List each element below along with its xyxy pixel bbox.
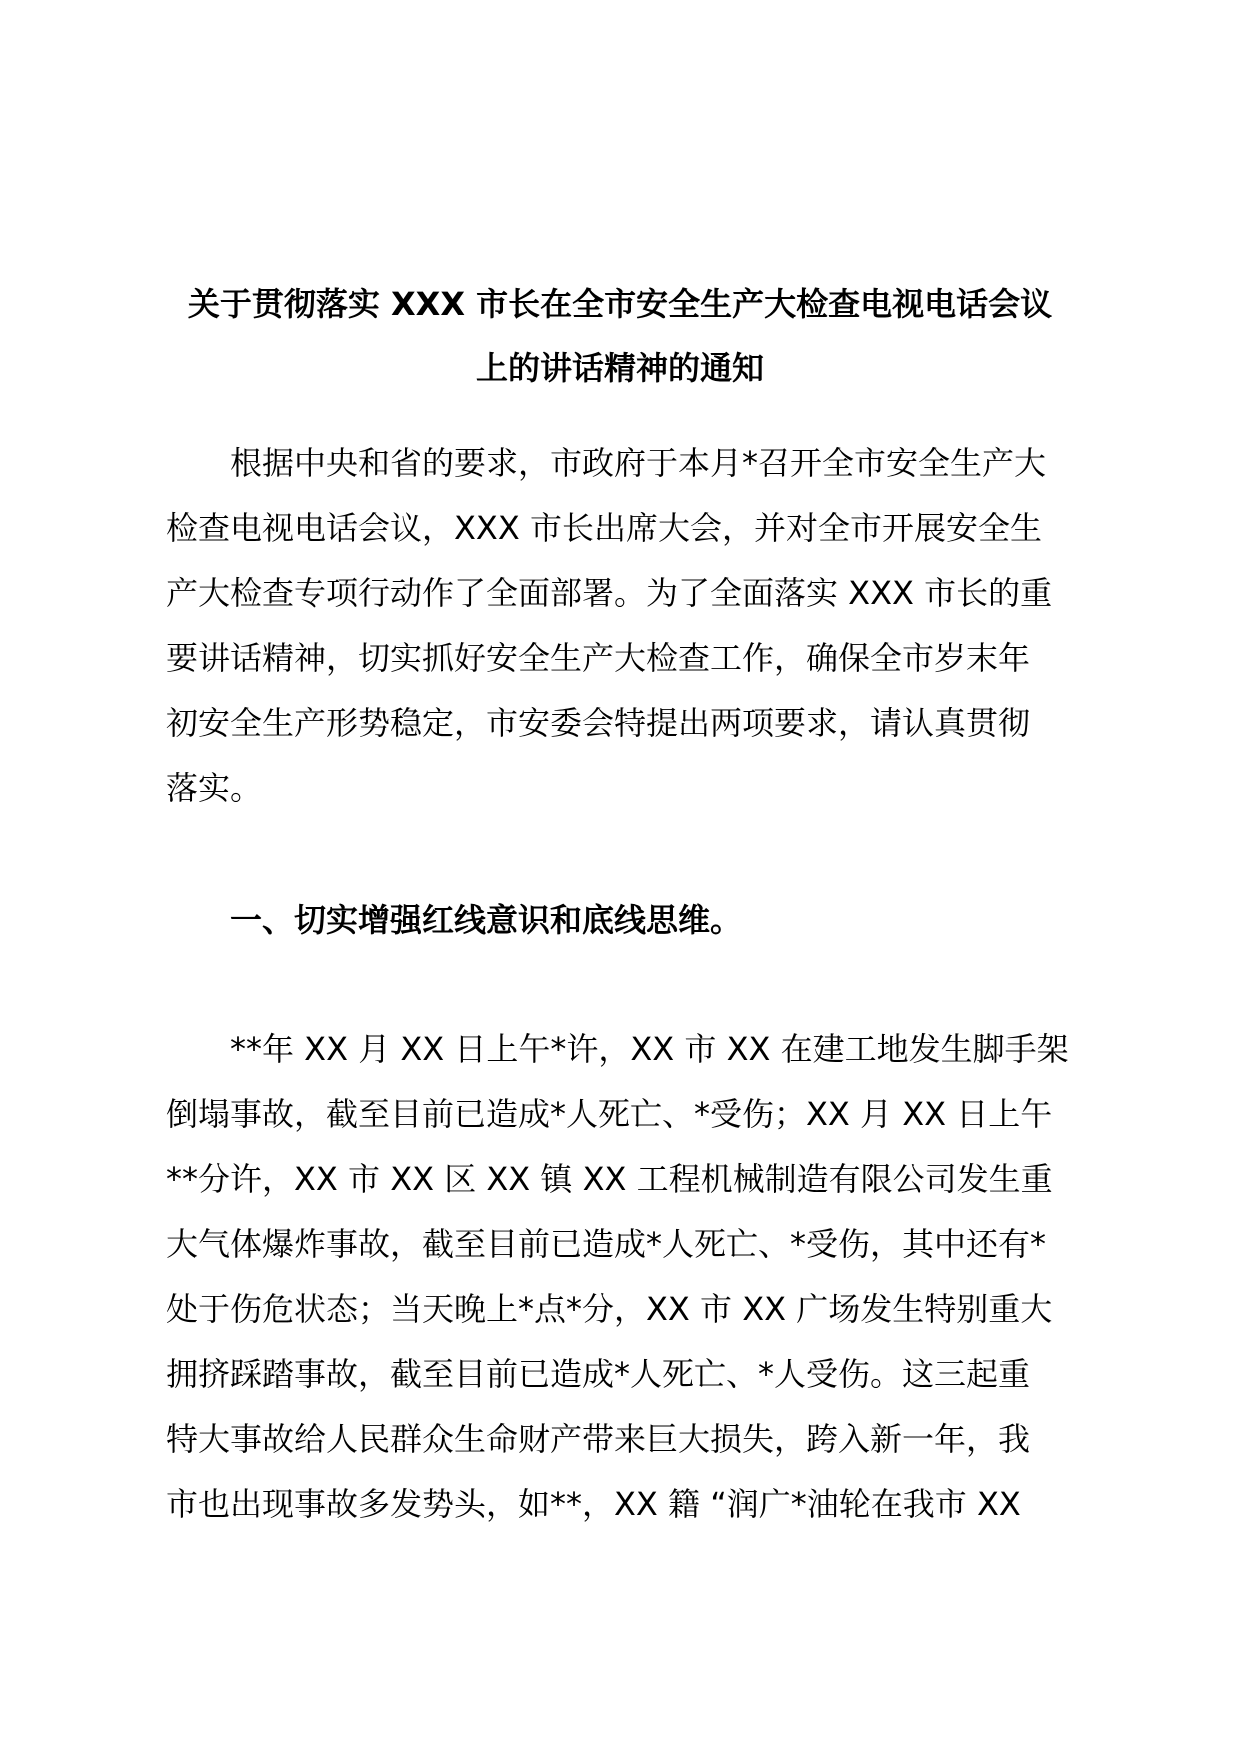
paragraph-accidents — [166, 1017, 1086, 1537]
paragraph-line: 要讲话精神，切实抓好安全生产大检查工作，确保全市岁末年 — [166, 639, 1031, 677]
paragraph-line: **年 XX 月 XX 日上午*许，XX 市 XX 在建工地发生脚手架 — [230, 1030, 1069, 1068]
paragraph-line: 处于伤危状态；当天晚上*点*分，XX 市 XX 广场发生特别重大 — [166, 1290, 1053, 1328]
paragraph-line: 检查电视电话会议，XXX 市长出席大会，并对全市开展安全生 — [166, 509, 1042, 547]
paragraph-line: 特大事故给人民群众生命财产带来巨大损失，跨入新一年，我 — [166, 1420, 1031, 1458]
section-heading-1: 一、切实增强红线意识和底线思维。 — [230, 901, 743, 939]
paragraph-line: 市也出现事故多发势头，如**，XX 籍 “润广*油轮在我市 XX — [166, 1485, 1021, 1523]
paragraph-line: 倒塌事故，截至目前已造成*人死亡、*受伤；XX 月 XX 日上午 — [166, 1095, 1053, 1133]
paragraph-line: 落实。 — [166, 769, 263, 807]
document-title — [150, 272, 1090, 400]
paragraph-line: 拥挤踩踏事故，截至目前已造成*人死亡、*人受伤。这三起重 — [166, 1355, 1031, 1393]
title-line-1: 关于贯彻落实 XXX 市长在全市安全生产大检查电视电话会议 — [187, 285, 1053, 323]
paragraph-line: 初安全生产形势稳定，市安委会特提出两项要求，请认真贯彻 — [166, 704, 1031, 742]
paragraph-intro — [166, 431, 1086, 821]
title-line-2: 上的讲话精神的通知 — [475, 349, 764, 387]
paragraph-line: 产大检查专项行动作了全面部署。为了全面落实 XXX 市长的重 — [166, 574, 1053, 612]
paragraph-line: **分许，XX 市 XX 区 XX 镇 XX 工程机械制造有限公司发生重 — [166, 1160, 1053, 1198]
paragraph-line: 大气体爆炸事故，截至目前已造成*人死亡、*受伤，其中还有* — [166, 1225, 1047, 1263]
paragraph-line: 根据中央和省的要求，市政府于本月*召开全市安全生产大 — [230, 444, 1047, 482]
